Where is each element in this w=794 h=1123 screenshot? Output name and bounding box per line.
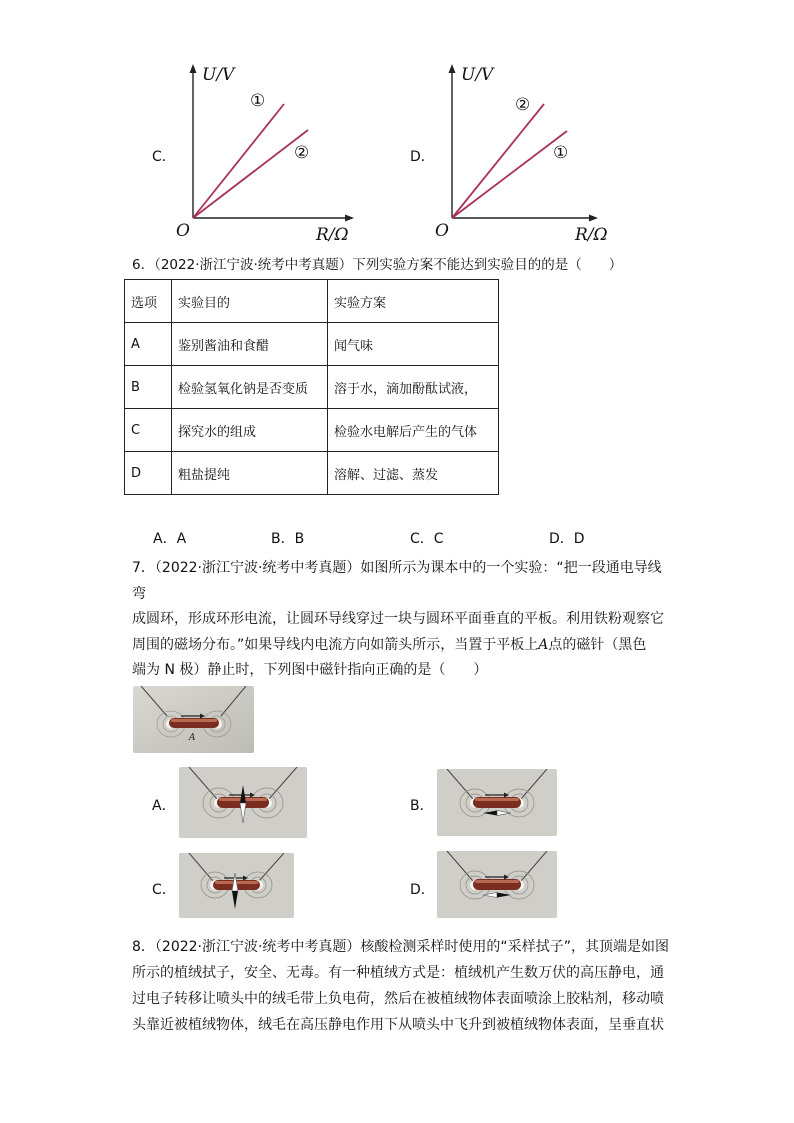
q7-line: 端为 N 极）静止时，下列图中磁针指向正确的是（ ）: [132, 662, 488, 678]
origin-label: O: [435, 221, 449, 241]
series-line-lower: [452, 131, 567, 218]
q6-answer-b[interactable]: B．B: [271, 531, 305, 547]
q7-line: 成圆环，形成环形电流，让圆环导线穿过一块与圆环平面垂直的平板。利用铁粉观察它: [132, 611, 664, 627]
y-axis-arrow: [449, 64, 456, 73]
q8-text: [132, 934, 672, 1038]
q8-line: 头靠近被植绒物体，绒毛在高压静电作用下从喷头中飞升到被植绒物体表面，呈垂直状: [132, 1017, 664, 1033]
x-axis-arrow: [589, 215, 598, 222]
table-cell: 闻气味: [328, 323, 499, 366]
q7-option-b-label[interactable]: B．: [410, 798, 434, 814]
lower-line-label: ②: [294, 143, 310, 163]
table-cell: 溶于水，滴加酚酞试液，: [328, 366, 499, 409]
y-axis-arrow: [190, 64, 197, 73]
ring-current-photo: [133, 686, 254, 753]
q7-option-a-photo[interactable]: [179, 767, 307, 838]
q8-line: 过电子转移让喷头中的绒毛带上负电荷，然后在被植绒物体表面喷涂上胶粘剂，移动喷: [132, 991, 664, 1007]
x-axis-arrow: [345, 215, 354, 222]
q6-answer-c[interactable]: C．C: [410, 531, 444, 547]
q7-option-a-label[interactable]: A．: [152, 798, 176, 814]
upper-line-label: ②: [515, 95, 531, 115]
x-axis-label: R/Ω: [316, 225, 349, 245]
q8-line: 所示的植绒拭子，安全、无毒。有一种植绒方式是：植绒机产生数万伏的高压静电，通: [132, 965, 664, 981]
q7-option-d-label[interactable]: D．: [410, 882, 435, 898]
q6-stem: 6．（2022·浙江宁波·统考中考真题）下列实验方案不能达到实验目的的是（ ）: [132, 257, 623, 273]
series-line-upper: [452, 104, 544, 218]
table-row: [125, 452, 499, 495]
origin-label: O: [176, 221, 190, 241]
q7-line: 7．（2022·浙江宁波·统考中考真题）如图所示为课本中的一个实验：“把一段通电导线弯: [132, 560, 662, 602]
series-line-lower: [193, 130, 308, 218]
q7-option-d-photo[interactable]: [437, 851, 557, 918]
table-cell: C: [125, 409, 172, 452]
graph-option-c: [170, 58, 360, 248]
table-header-cell: 选项: [125, 280, 172, 323]
table-row: [125, 409, 499, 452]
q7-line: 周围的磁场分布。”如果导线内电流方向如箭头所示，当置于平板上A点的磁针（黑色: [132, 636, 647, 653]
q7-option-c-label[interactable]: C．: [152, 882, 176, 898]
table-header-row: [125, 280, 499, 323]
q6-answer-a[interactable]: A．A: [153, 531, 187, 547]
graph-option-d: [429, 58, 619, 248]
table-cell: 探究水的组成: [172, 409, 328, 452]
table-cell: A: [125, 323, 172, 366]
y-axis-label: U/V: [202, 65, 235, 85]
q7-option-b-photo[interactable]: [437, 769, 557, 836]
q7-option-c-photo[interactable]: [179, 853, 294, 918]
q6-answer-d[interactable]: D．D: [549, 531, 585, 547]
q8-line: 8．（2022·浙江宁波·统考中考真题）核酸检测采样时使用的“采样拭子”，其顶端是如图: [132, 939, 669, 955]
table-cell: 检验水电解后产生的气体: [328, 409, 499, 452]
series-line-upper: [193, 104, 284, 218]
q7-text: [132, 556, 672, 684]
table-cell: 鉴别酱油和食醋: [172, 323, 328, 366]
table-cell: 检验氢氧化钠是否变质: [172, 366, 328, 409]
option-d-label: D．: [410, 149, 435, 165]
table-cell: 粗盐提纯: [172, 452, 328, 495]
table-row: [125, 323, 499, 366]
q6-table: [124, 279, 499, 495]
upper-line-label: ①: [250, 91, 266, 111]
table-header-cell: 实验目的: [172, 280, 328, 323]
table-cell: 溶解、过滤、蒸发: [328, 452, 499, 495]
option-c-label: C．: [152, 149, 176, 165]
point-a-label: A: [538, 636, 549, 653]
lower-line-label: ①: [553, 143, 569, 163]
table-header-cell: 实验方案: [328, 280, 499, 323]
table-cell: D: [125, 452, 172, 495]
figure-point-a: A: [189, 733, 196, 743]
x-axis-label: R/Ω: [575, 225, 608, 245]
table-row: [125, 366, 499, 409]
y-axis-label: U/V: [461, 65, 494, 85]
table-cell: B: [125, 366, 172, 409]
